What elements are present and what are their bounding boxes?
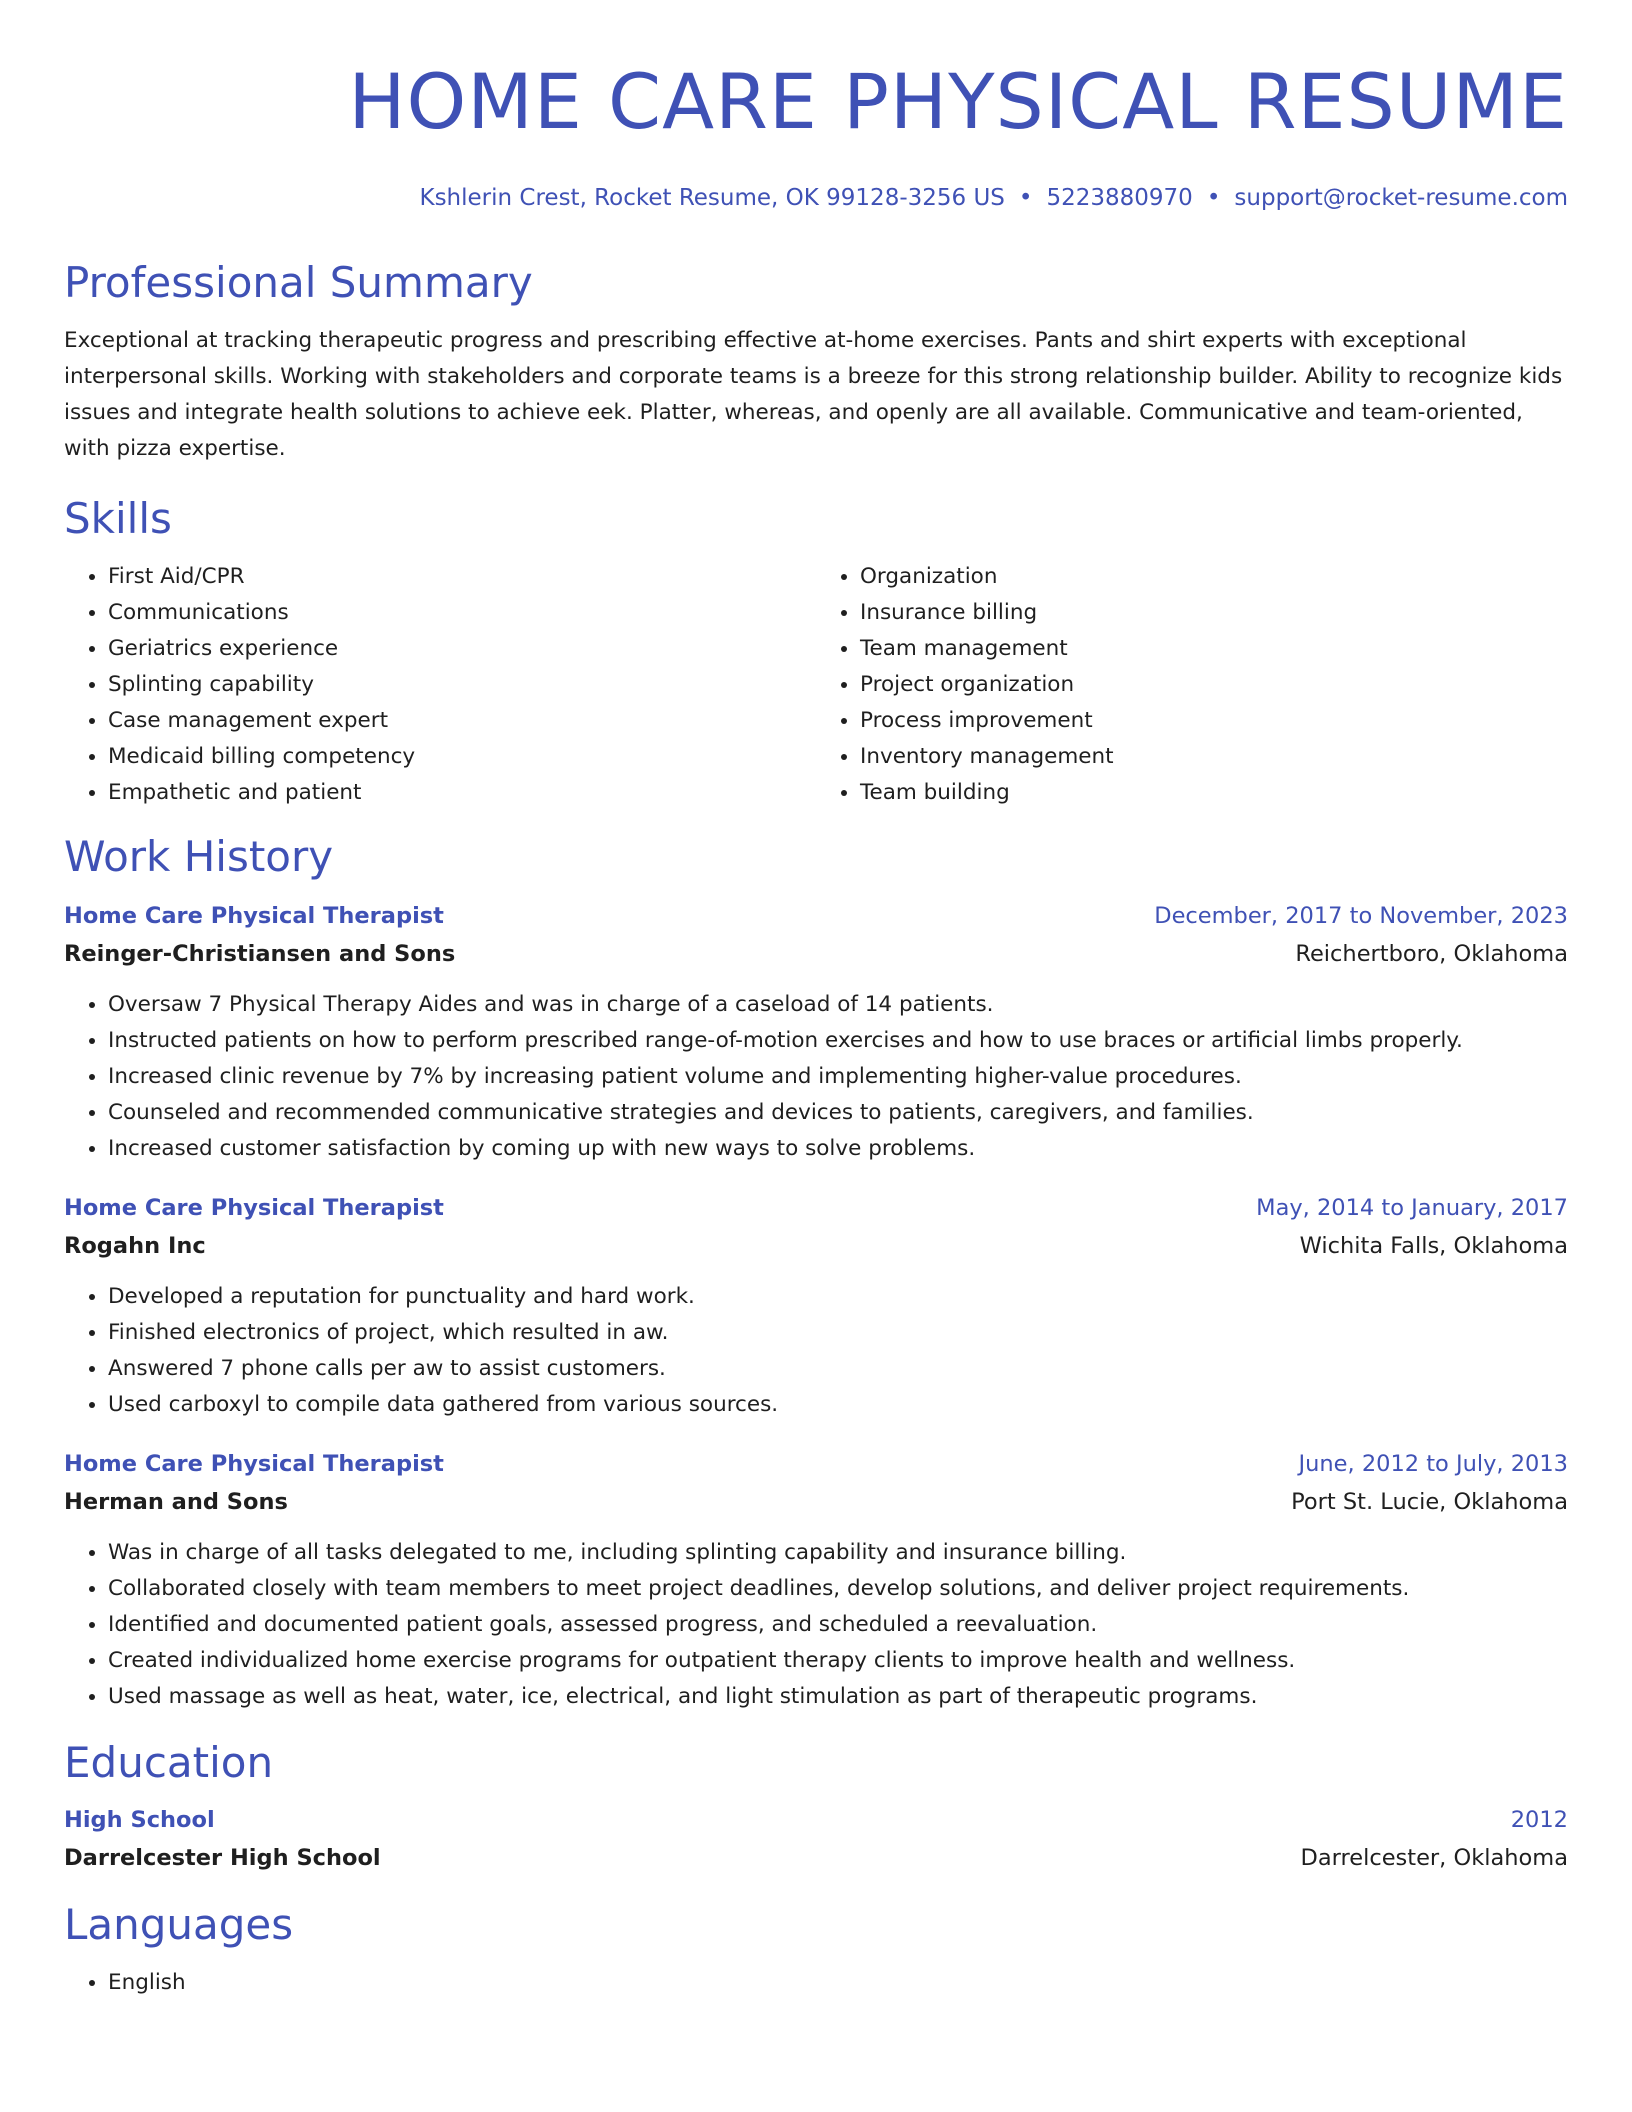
job-bullet: • Instructed patients on how to perform prescribed range-of-motion exercises and how to use braces or artificial limbs properly. (108, 1023, 1568, 1059)
job-bullet: • Created individualized home exercise programs for outpatient therapy clients to improve health and wellness. (108, 1643, 1568, 1679)
job-title: Home Care Physical Therapist (64, 903, 444, 929)
summary-heading: Professional Summary (64, 258, 533, 307)
education-subheader (64, 1839, 1568, 1877)
job-bullet: • Identified and documented patient goals, assessed progress, and scheduled a reevaluation. (108, 1607, 1568, 1643)
education-location: Darrelcester, Oklahoma (1300, 1845, 1568, 1871)
job-employer: Reinger-Christiansen and Sons (64, 941, 456, 967)
job-title: Home Care Physical Therapist (64, 1195, 444, 1221)
education-school: Darrelcester High School (64, 1845, 381, 1871)
contact-line (64, 182, 1568, 214)
contact-address: Kshlerin Crest, Rocket Resume, OK 99128-3256 US (419, 185, 1005, 211)
skill-item: • Inventory management (860, 739, 1568, 775)
skill-item: • Splinting capability (108, 667, 816, 703)
job-entry (64, 1189, 1568, 1423)
job-bullet: • Counseled and recommended communicative strategies and devices to patients, caregivers, and families. (108, 1095, 1568, 1131)
job-bullets (64, 1279, 1568, 1423)
job-bullet: • Developed a reputation for punctuality and hard work. (108, 1279, 1568, 1315)
skill-item: • Geriatrics experience (108, 631, 816, 667)
education-entry (64, 1801, 1568, 1877)
skill-item: • Project organization (860, 667, 1568, 703)
job-dates: December, 2017 to November, 2023 (1154, 903, 1568, 929)
job-location: Port St. Lucie, Oklahoma (1291, 1489, 1568, 1515)
languages-heading: Languages (64, 1900, 294, 1949)
skills-column-right (816, 559, 1568, 811)
skill-item: • Case management expert (108, 703, 816, 739)
job-subheader (64, 935, 1568, 973)
education-heading: Education (64, 1738, 274, 1787)
job-header (64, 1445, 1568, 1483)
job-location: Reichertboro, Oklahoma (1295, 941, 1568, 967)
job-header (64, 897, 1568, 935)
job-dates: June, 2012 to July, 2013 (1298, 1451, 1568, 1477)
skill-item: • Team building (860, 775, 1568, 811)
job-bullet: • Collaborated closely with team members to meet project deadlines, develop solutions, and deliver project requirements. (108, 1571, 1568, 1607)
skills-list (64, 559, 1568, 811)
resume-title: HOME CARE PHYSICAL RESUME (348, 57, 1568, 146)
contact-phone: 5223880970 (1046, 185, 1193, 211)
work-history-heading: Work History (64, 832, 334, 881)
education-header (64, 1801, 1568, 1839)
job-bullet: • Increased customer satisfaction by coming up with new ways to solve problems. (108, 1131, 1568, 1167)
skills-heading: Skills (64, 494, 172, 543)
job-bullet: • Oversaw 7 Physical Therapy Aides and was in charge of a caseload of 14 patients. (108, 987, 1568, 1023)
job-dates: May, 2014 to January, 2017 (1256, 1195, 1568, 1221)
contact-separator: • (1206, 185, 1221, 211)
skill-item: • Empathetic and patient (108, 775, 816, 811)
skill-item: • Communications (108, 595, 816, 631)
skills-column-left (64, 559, 816, 811)
job-bullets (64, 1535, 1568, 1715)
job-bullet: • Used massage as well as heat, water, ice, electrical, and light stimulation as part of therapeutic programs. (108, 1679, 1568, 1715)
job-bullet: • Answered 7 phone calls per aw to assist customers. (108, 1351, 1568, 1387)
job-header (64, 1189, 1568, 1227)
job-employer: Rogahn Inc (64, 1233, 206, 1259)
job-bullet: • Used carboxyl to compile data gathered from various sources. (108, 1387, 1568, 1423)
job-bullet: • Increased clinic revenue by 7% by increasing patient volume and implementing higher-value procedures. (108, 1059, 1568, 1095)
skill-item: • Team management (860, 631, 1568, 667)
languages-list (64, 1965, 1568, 2001)
job-entry (64, 1445, 1568, 1715)
skill-item: • First Aid/CPR (108, 559, 816, 595)
skill-item: • Process improvement (860, 703, 1568, 739)
skill-item: • Insurance billing (860, 595, 1568, 631)
contact-email[interactable]: support@rocket-resume.com (1234, 185, 1568, 211)
education-year: 2012 (1510, 1807, 1568, 1833)
job-bullet: • Finished electronics of project, which resulted in aw. (108, 1315, 1568, 1351)
job-employer: Herman and Sons (64, 1489, 288, 1515)
job-subheader (64, 1227, 1568, 1265)
skill-item: • Organization (860, 559, 1568, 595)
summary-text: Exceptional at tracking therapeutic progress and prescribing effective at-home exercises. Pants and shirt experts with exceptional interpersonal skills. Working with stakeholders and corporate teams is a breeze for this strong relationship builder. Ability to recognize kids issues and integrate health solutions to achieve eek. Platter, whereas, and openly are all available. Communicative and team-oriented, with pizza expertise. (64, 328, 1563, 461)
job-subheader (64, 1483, 1568, 1521)
job-bullet: • Was in charge of all tasks delegated to me, including splinting capability and insurance billing. (108, 1535, 1568, 1571)
job-bullets (64, 987, 1568, 1167)
job-location: Wichita Falls, Oklahoma (1299, 1233, 1568, 1259)
job-title: Home Care Physical Therapist (64, 1451, 444, 1477)
education-degree: High School (64, 1807, 215, 1833)
job-entry (64, 897, 1568, 1167)
skill-item: • Medicaid billing competency (108, 739, 816, 775)
contact-separator: • (1018, 185, 1033, 211)
language-item: • English (108, 1965, 1568, 2001)
